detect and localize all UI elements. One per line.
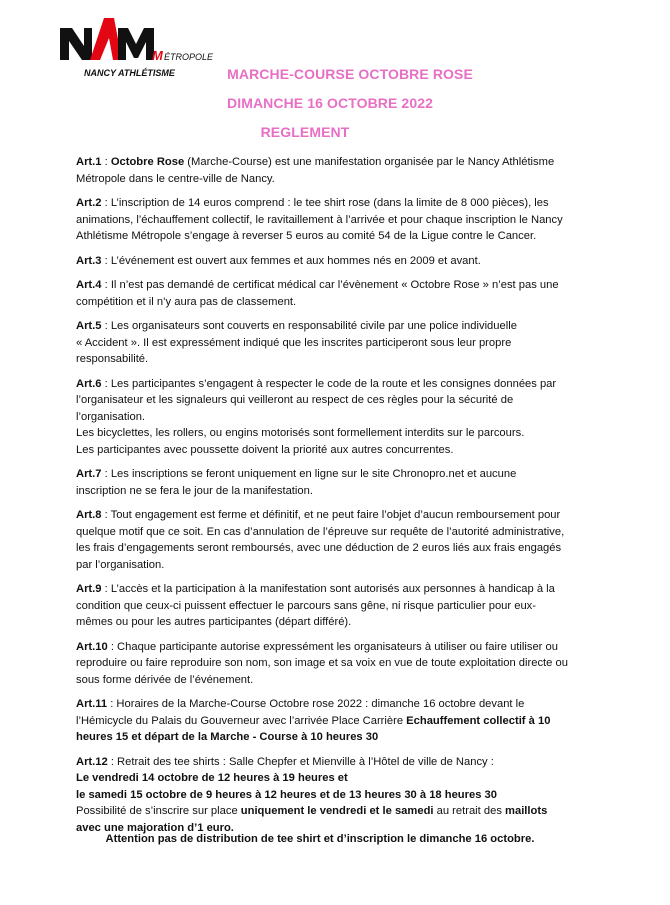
title-date: DIMANCHE 16 OCTOBRE 2022 — [227, 95, 433, 111]
article-8: Art.8 : Tout engagement est ferme et définitif, et ne peut faire l’objet d’aucun remboursement pour quelque motif que ce soit. En cas d’annulation de l’épreuve sur requête de l’autorité administrative, les frais d’engagements seront remboursés, avec une déduction de 2 euros liés aux frais engagés par l’organisation. — [76, 509, 565, 571]
article-1: Art.1 : Octobre Rose (Marche-Course) est une manifestation organisée par le Nancy Athlétisme Métropole dans le centre-ville de Nancy. — [76, 156, 555, 185]
article-2: Art.2 : L’inscription de 14 euros comprend : le tee shirt rose (dans la limite de 8 000 pièces), les animations, l’échauffement collectif, le ravitaillement à l’arrivée et pour chaque inscription le Nancy Athlétisme Métropole s’engage à reverser 5 euros au comité 54 de la Ligue contre le Cancer. — [76, 197, 563, 242]
rules-body — [76, 154, 568, 844]
article-7: Art.7 : Les inscriptions se feront uniquement en ligne sur le site Chronopro.net et aucune inscription ne se fera le jour de la manifestation. — [76, 468, 517, 497]
article-10: Art.10 : Chaque participante autorise expressément les organisateurs à utiliser ou faire utiliser ou reproduire ou faire reproduire son nom, son image et sa voix en vue de toute exploitation directe ou sous forme dérivée de l’événement. — [76, 640, 568, 686]
article-3: Art.3 : L’événement est ouvert aux femmes et aux hommes nés en 2009 et avant. — [76, 254, 481, 267]
logo-line2: NANCY ATHLÉTISME — [84, 68, 175, 78]
svg-text:M: M — [152, 48, 163, 63]
title-event: MARCHE-COURSE OCTOBRE ROSE — [227, 66, 473, 82]
footer-notice: Attention pas de distribution de tee shirt et d’inscription le dimanche 16 octobre. — [105, 833, 535, 845]
article-6: Art.6 : Les participantes s’engagent à respecter le code de la route et les consignes données par l’organisateur et les signaleurs qui veilleront au respect de ces règles pour la sécurité de l’organisation. Les bicyclettes, les rollers, ou engins motorisés sont formellement interdits sur le parcours. Les participantes avec poussette doivent la priorité aux autres concurrentes. — [76, 377, 557, 456]
article-12: Art.12 : Retrait des tee shirts : Salle Chepfer et Mienville à l’Hôtel de ville de Nancy : Le vendredi 14 octobre de 12 heures à 19 heures et le samedi 15 octobre de 9 heures à 12 heures et de 13 heures 30 à 18 heures 30 Possibilité de s’inscrire sur place uniquement le vendredi et le samedi au retrait des maillots avec une majoration d’1 euro. — [76, 755, 548, 834]
article-9: Art.9 : L’accès et la participation à la manifestation sont autorisés aux personnes à handicap à la condition que ceux-ci puissent effectuer le parcours sans gêne, ni risque particulier pour eux-mêmes ou pour les autres participantes (départ différé). — [76, 583, 555, 628]
article-11: Art.11 : Horaires de la Marche-Course Octobre rose 2022 : dimanche 16 octobre devant le l’Hémicycle du Palais du Gouverneur avec l’arrivée Place Carrière Echauffement collectif à 10 heures 15 et départ de la Marche - Course à 10 heures 30 — [76, 698, 551, 743]
article-4: Art.4 : Il n’est pas demandé de certificat médical car l’évènement « Octobre Rose » n’est pas une compétition et il n’y aura pas de classement. — [76, 279, 559, 308]
logo-line1: ÉTROPOLE — [164, 52, 214, 62]
article-5: Art.5 : Les organisateurs sont couverts en responsabilité civile par une police individuelle « Accident ». Il est expressément indiqué que les inscrites participeront sous leur propre responsabilité. — [76, 320, 517, 365]
title-reglement: REGLEMENT — [260, 124, 350, 140]
